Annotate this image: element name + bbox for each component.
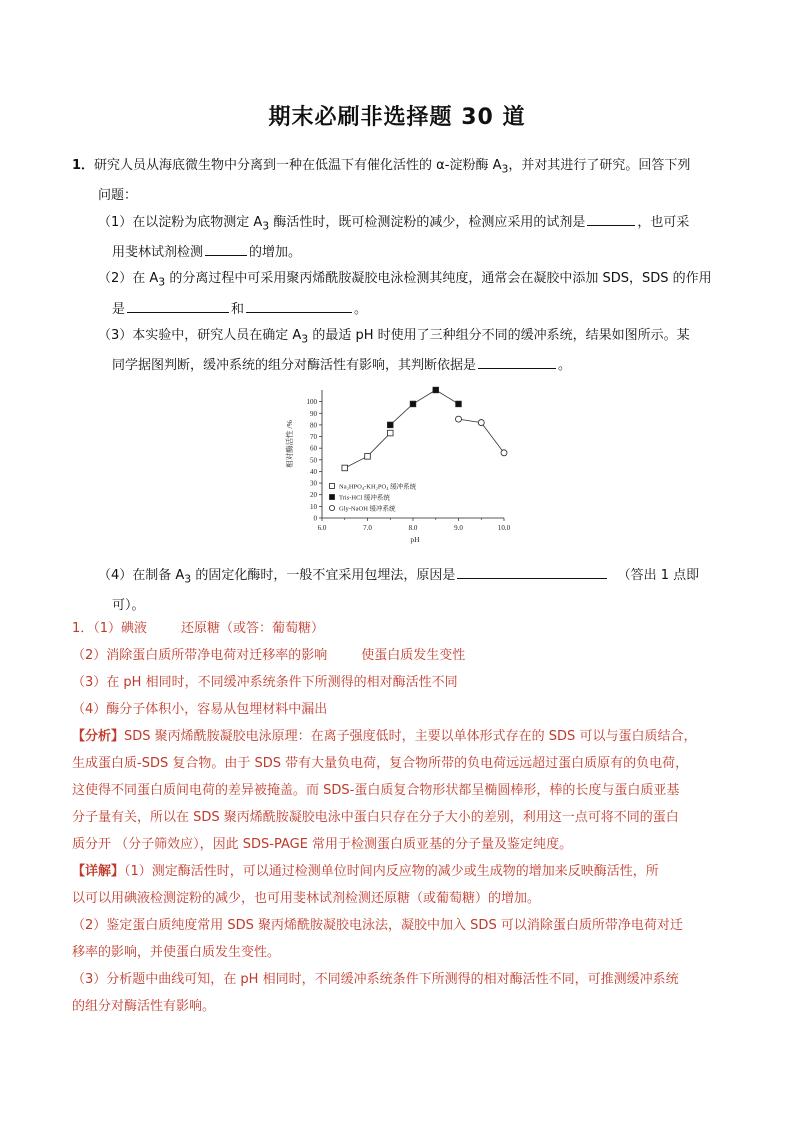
answer-4: （4）酶分子体积小，容易从包埋材料中漏出: [72, 702, 328, 717]
legend-label: Na₂HPO₄-KH₂PO₄ 缓冲系统: [339, 483, 417, 491]
part-3-line-1: （3）本实验中，研究人员在确定 $A_3$ 的最适 pH 时使用了三种组分不同的缓冲系统，结果如图所示。某: [98, 327, 690, 346]
y-tick-label: 30: [310, 479, 317, 488]
answer-1: 1．（1）碘液 还原糖（或答：葡萄糖）: [72, 621, 325, 636]
detail-line-3: （2）鉴定蛋白质纯度常用 SDS 聚丙烯酰胺凝胶电泳法，凝胶中加入 SDS 可以消除蛋白质所带净电荷对迁: [72, 918, 683, 933]
data-point: [410, 401, 416, 407]
data-point: [387, 430, 393, 436]
legend-marker: [330, 484, 335, 489]
legend-marker: [330, 495, 335, 500]
y-tick-label: 70: [310, 433, 317, 442]
analysis-tag: 【分析】: [72, 729, 125, 744]
x-tick-label: 7.0: [363, 524, 372, 532]
part-4-line-1: （4）在制备 $A_3$ 的固定化酶时，一般不宜采用包埋法，原因是 （答出 1 点即: [72, 562, 732, 593]
part-2-line-2: 是 和 。: [72, 296, 732, 323]
data-point: [433, 387, 439, 393]
y-tick-label: 0: [313, 514, 317, 523]
data-point: [478, 420, 484, 426]
y-tick-label: 80: [310, 421, 317, 430]
detail-line-6: 的组分对酶活性有影响。: [72, 999, 216, 1014]
enzyme-activity-chart: [282, 382, 512, 554]
x-tick-label: 9.0: [454, 524, 463, 532]
detail-tag: 【详解】: [72, 864, 125, 879]
y-tick-label: 60: [310, 444, 317, 453]
x-axis-label: pH: [410, 535, 420, 544]
data-point: [456, 416, 462, 422]
part-4-line-2: 可）。: [112, 597, 145, 613]
legend-label: Tris-HCl 缓冲系统: [339, 494, 390, 502]
question-1: [72, 153, 732, 379]
answer-blank[interactable]: [127, 296, 229, 313]
answer-blank[interactable]: [457, 562, 607, 579]
analysis-line-1: 【分析】SDS 聚丙烯酰胺凝胶电泳原理：在离子强度低时，主要以单体形式存在的 SDS 可以与蛋白质结合，: [72, 729, 697, 744]
series-line-1: [345, 433, 391, 468]
legend-marker: [329, 505, 334, 510]
analysis-line-4: 分子量有关，所以在 SDS 聚丙烯酰胺凝胶电泳中蛋白只存在分子大小的差别，利用这一点可将不同的蛋白: [72, 810, 679, 825]
x-tick-label: 10.0: [497, 524, 511, 532]
analysis-line-3: 这使得不同蛋白质间电荷的差异被掩盖。而 SDS-蛋白质复合物形状都呈椭圆棒形，棒的长度与蛋白质亚基: [72, 783, 680, 798]
y-tick-label: 100: [306, 398, 317, 407]
detail-line-5: （3）分析题中曲线可知，在 pH 相同时，不同缓冲系统条件下所测得的相对酶活性不同，可推测缓冲系统: [72, 972, 679, 987]
data-point: [456, 401, 462, 407]
data-point: [342, 465, 348, 471]
question-stem-line-2: 问题：: [98, 187, 138, 203]
answer-blank[interactable]: [587, 209, 635, 226]
detail-line-1: 【详解】（1）测定酶活性时，可以通过检测单位时间内反应物的减少或生成物的增加来反映酶活性，所: [72, 864, 659, 879]
question-stem-line-1: 1．研究人员从海底微生物中分离到一种在低温下有催化活性的 α-淀粉酶 $A_3$，并对其进行了研究。回答下列: [72, 158, 691, 176]
y-tick-label: 20: [310, 491, 317, 500]
detail-line-4: 移率的影响，并使蛋白质发生变性。: [72, 945, 281, 960]
data-point: [387, 422, 393, 428]
answer-3: （3）在 pH 相同时，不同缓冲系统条件下所测得的相对酶活性不同: [72, 675, 458, 690]
x-tick-label: 8.0: [408, 524, 418, 532]
question-1-part-4: [72, 562, 732, 619]
y-tick-label: 50: [310, 456, 317, 465]
analysis-line-2: 生成蛋白质-SDS 复合物。由于 SDS 带有大量负电荷，复合物所带的负电荷远远超过蛋白质原有的负电荷，: [72, 756, 689, 771]
series-line-2: [390, 390, 458, 425]
y-tick-label: 90: [310, 409, 317, 418]
part-1-line-2: 用斐林试剂检测 的增加。: [72, 239, 732, 266]
answer-2: （2）消除蛋白质所带净电荷对迁移率的影响 使蛋白质发生变性: [72, 648, 466, 663]
analysis-line-5: 质分开 （分子筛效应），因此 SDS-PAGE 常用于检测蛋白质亚基的分子量及鉴定纯度。: [72, 837, 573, 852]
y-tick-label: 40: [310, 467, 317, 476]
part-2-line-1: （2）在 $A_3$ 的分离过程中可采用聚丙烯酰胺凝胶电泳检测其纯度，通常会在凝胶中添加 SDS，SDS 的作用: [98, 271, 712, 289]
part-1-line-1: （1）在以淀粉为底物测定 $A_3$ 酶活性时，既可检测淀粉的减少，检测应采用的试剂是 ，也可采: [72, 209, 732, 240]
y-tick-label: 10: [310, 502, 317, 511]
answer-blank[interactable]: [205, 239, 247, 256]
data-point: [501, 450, 507, 456]
answer-blank[interactable]: [478, 352, 556, 369]
detail-line-2: 以可以用碘液检测淀粉的减少，也可用斐林试剂检测还原糖（或葡萄糖）的增加。: [72, 891, 541, 906]
question-number: 1．: [72, 158, 95, 173]
x-tick-label: 6.0: [317, 524, 327, 532]
part-3-line-2: 同学据图判断，缓冲系统的组分对酶活性有影响，其判断依据是 。: [72, 352, 732, 379]
data-point: [365, 454, 371, 460]
legend-label: Gly-NaOH 缓冲系统: [339, 505, 396, 513]
answer-blank[interactable]: [246, 296, 352, 313]
answer-section: [72, 615, 732, 1020]
y-axis-label: 相对酶活性 /%: [285, 420, 294, 468]
page-title: 期末必刷非选择题 30 道: [268, 105, 526, 130]
